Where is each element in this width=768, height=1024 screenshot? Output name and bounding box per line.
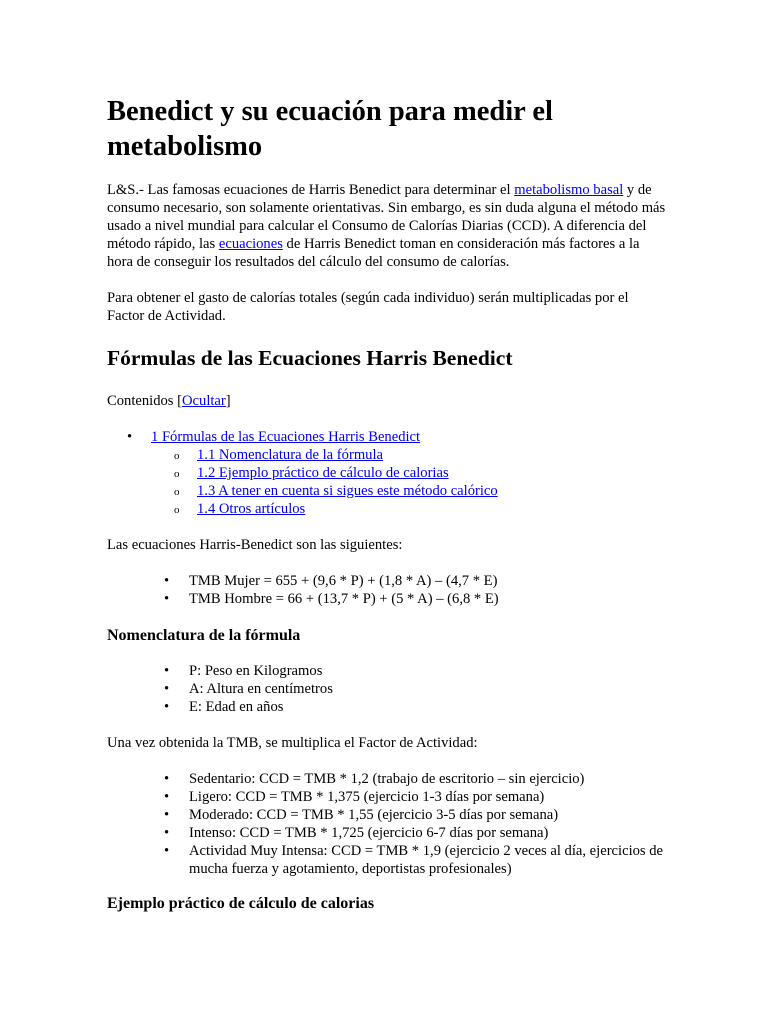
activity-item: • Sedentario: CCD = TMB * 1,2 (trabajo de escritorio – sin ejercicio) <box>107 770 667 788</box>
intro-text-b: y de consumo necesario, son solamente orientativas. Sin embargo, es sin duda alguna el método más usado a nivel mundial para calcular el Consumo de Calorías Diarias (CCD). A diferencia del método rápido, las <box>107 182 666 252</box>
ecuaciones-link[interactable]: ecuaciones <box>218 236 283 252</box>
equation-men: • TMB Hombre = 66 + (13,7 * P) + (5 * A) – (6,8 * E) <box>107 590 667 608</box>
equations-list <box>107 572 667 608</box>
intro-text-c: de Harris Benedict toman en consideración más factores a la hora de conseguir los resultados del cálculo del consumo de calorías. <box>107 236 640 270</box>
toc-subitem <box>107 446 667 464</box>
toc-link-formulas[interactable]: 1 Fórmulas de las Ecuaciones Harris Benedict <box>151 429 421 445</box>
activity-item: • Ligero: CCD = TMB * 1,375 (ejercicio 1-3 días por semana) <box>107 788 667 806</box>
equation-women: • TMB Mujer = 655 + (9,6 * P) + (1,8 * A) – (4,7 * E) <box>107 572 667 590</box>
toc-link-nomenclatura[interactable]: 1.1 Nomenclatura de la fórmula <box>197 447 383 463</box>
article <box>107 94 667 914</box>
equations-intro: Las ecuaciones Harris-Benedict son las siguientes: <box>107 537 403 553</box>
intro-text-a: L&S.- Las famosas ecuaciones de Harris Benedict para determinar el <box>107 182 515 198</box>
activity-item: • Moderado: CCD = TMB * 1,55 (ejercicio 3-5 días por semana) <box>107 806 667 824</box>
nomenclature-item: • P: Peso en Kilogramos <box>107 662 667 680</box>
example-title: Ejemplo práctico de cálculo de calorias <box>107 895 375 912</box>
metabolismo-basal-link[interactable]: metabolismo basal <box>514 182 624 198</box>
nomenclature-title: Nomenclatura de la fórmula <box>107 627 301 644</box>
toc-link-tener-en-cuenta[interactable]: 1.3 A tener en cuenta si sigues este método calórico <box>197 483 498 499</box>
toc-toggle-link[interactable]: Ocultar <box>182 393 226 409</box>
activity-intro: Una vez obtenida la TMB, se multiplica el Factor de Actividad: <box>107 735 478 751</box>
toc-item-1 <box>107 428 667 446</box>
nomenclature-item: • E: Edad en años <box>107 698 667 716</box>
toc-subitem <box>107 464 667 482</box>
toc-link-otros[interactable]: 1.4 Otros artículos <box>197 501 306 517</box>
section-title-formulas: Fórmulas de las Ecuaciones Harris Benedict <box>107 346 513 370</box>
activity-item: • Intenso: CCD = TMB * 1,725 (ejercicio 6-7 días por semana) <box>107 824 667 842</box>
activity-item: • Actividad Muy Intensa: CCD = TMB * 1,9 (ejercicio 2 veces al día, ejercicios de mucha fuerza y agotamiento, deportistas profesionales) <box>107 842 667 878</box>
toc-subitem <box>107 482 667 500</box>
nomenclature-list <box>107 662 667 716</box>
intro-paragraph <box>107 181 667 271</box>
toc-list <box>107 428 667 518</box>
activity-factor-paragraph: Para obtener el gasto de calorías totales (según cada individuo) serán multiplicadas por el Factor de Actividad. <box>107 290 629 324</box>
nomenclature-item: • A: Altura en centímetros <box>107 680 667 698</box>
activity-list <box>107 770 667 878</box>
article-title: Benedict y su ecuación para medir el metabolismo <box>107 96 553 162</box>
toc-link-ejemplo[interactable]: 1.2 Ejemplo práctico de cálculo de calorias <box>197 465 449 481</box>
toc-header <box>107 392 667 410</box>
toc-subitem <box>107 500 667 518</box>
toc-label: Contenidos [ <box>107 393 182 409</box>
toc-bracket: ] <box>225 393 231 409</box>
